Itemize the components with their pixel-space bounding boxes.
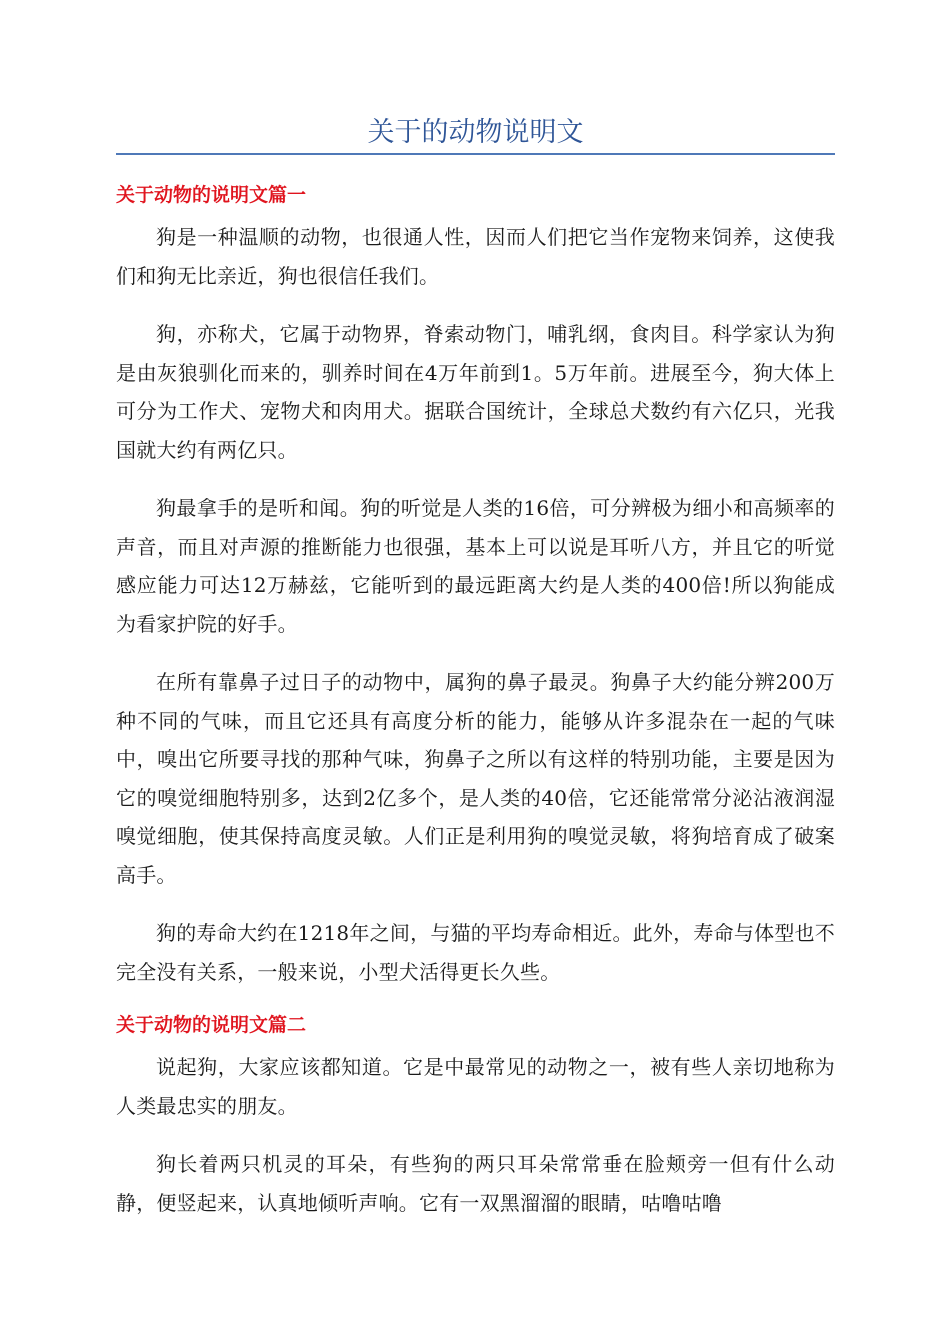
paragraph: 狗长着两只机灵的耳朵，有些狗的两只耳朵常常垂在脸颊旁一但有什么动静，便竖起来，认真地倾听声响。它有一双黑溜溜的眼睛，咕噜咕噜 [116, 1152, 835, 1215]
document-title: 关于的动物说明文 [367, 117, 584, 148]
section-heading-2: 关于动物的说明文篇二 [116, 1014, 307, 1036]
section-heading-1: 关于动物的说明文篇一 [116, 184, 307, 206]
paragraph: 狗的寿命大约在1218年之间，与猫的平均寿命相近。此外，寿命与体型也不完全没有关系，一般来说，小型犬活得更长久些。 [116, 921, 835, 984]
title-underline [116, 153, 835, 155]
paragraph: 狗是一种温顺的动物，也很通人性，因而人们把它当作宠物来饲养，这使我们和狗无比亲近，狗也很信任我们。 [116, 225, 835, 288]
paragraph: 在所有靠鼻子过日子的动物中，属狗的鼻子最灵。狗鼻子大约能分辨200万种不同的气味，而且它还具有高度分析的能力，能够从许多混杂在一起的气味中，嗅出它所要寻找的那种气味，狗鼻子之所以有这样的特别功能，主要是因为它的嗅觉细胞特别多，达到2亿多个，是人类的40倍，它还能常常分泌沾液润湿嗅觉细胞，使其保持高度灵敏。人们正是利用狗的嗅觉灵敏，将狗培育成了破案高手。 [116, 670, 835, 887]
document-page [116, 0, 835, 1222]
paragraph: 说起狗，大家应该都知道。它是中最常见的动物之一，被有些人亲切地称为人类最忠实的朋友。 [116, 1055, 835, 1118]
paragraph: 狗，亦称犬，它属于动物界，脊索动物门，哺乳纲，食肉目。科学家认为狗是由灰狼驯化而来的，驯养时间在4万年前到1。5万年前。进展至今，狗大体上可分为工作犬、宠物犬和肉用犬。据联合国统计，全球总犬数约有六亿只，光我国就大约有两亿只。 [116, 322, 835, 462]
paragraph: 狗最拿手的是听和闻。狗的听觉是人类的16倍，可分辨极为细小和高频率的声音，而且对声源的推断能力也很强，基本上可以说是耳听八方，并且它的听觉感应能力可达12万赫兹，它能听到的最远距离大约是人类的400倍!所以狗能成为看家护院的好手。 [116, 496, 835, 636]
